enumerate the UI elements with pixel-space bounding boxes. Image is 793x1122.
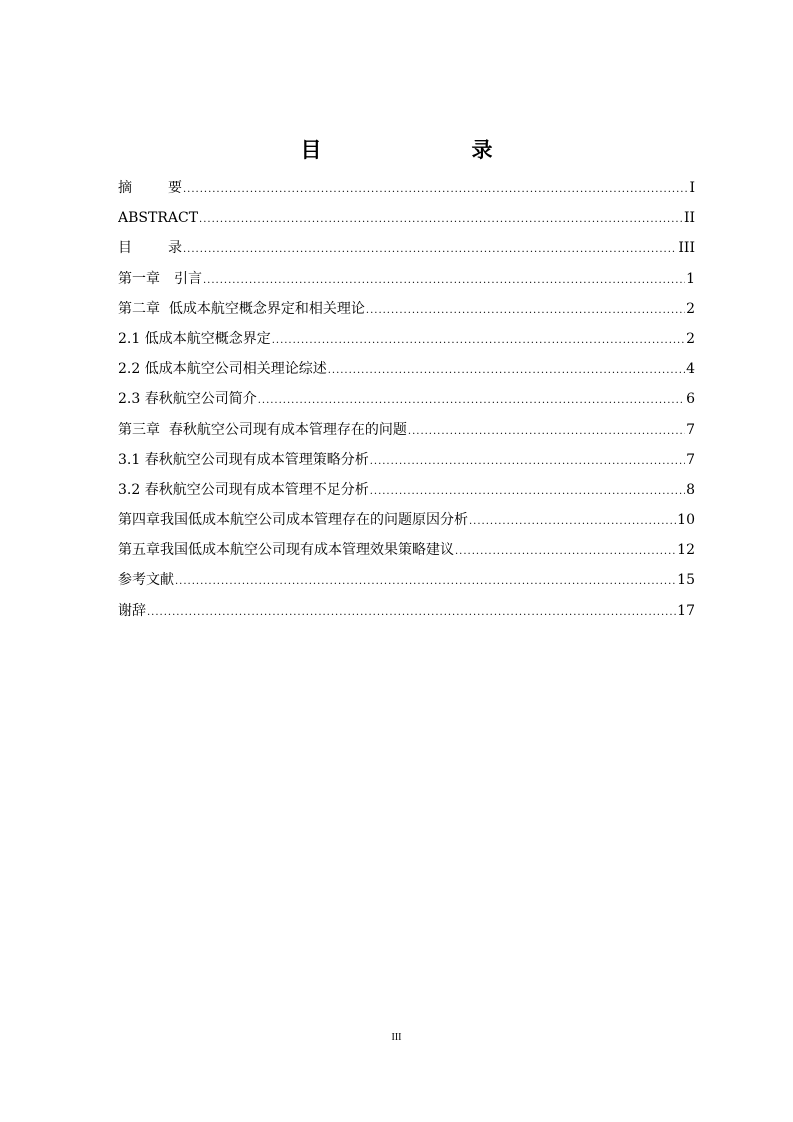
toc-entry-chapter-4[interactable] bbox=[118, 510, 695, 540]
toc-entry-page: 8 bbox=[686, 481, 695, 498]
toc-entry-label: 第五章我国低成本航空公司现有成本管理效果策略建议 bbox=[118, 542, 454, 559]
toc-entry-page: 2 bbox=[686, 330, 695, 347]
toc-leader-dots bbox=[258, 391, 685, 411]
toc-entry-page: II bbox=[683, 210, 695, 227]
toc-entry-abstract-cn[interactable] bbox=[118, 178, 695, 208]
toc-entry-label: 参考文献 bbox=[118, 572, 174, 589]
toc-entry-section-2-2[interactable] bbox=[118, 359, 695, 389]
toc-entry-page: 10 bbox=[677, 512, 695, 529]
toc-entry-label: 摘 要 bbox=[118, 180, 182, 196]
toc-leader-dots bbox=[366, 301, 685, 321]
toc-leader-dots bbox=[469, 512, 676, 532]
toc-entry-section-3-1[interactable] bbox=[118, 450, 695, 480]
toc-entry-page: 2 bbox=[686, 300, 695, 317]
toc-entry-chapter-3[interactable] bbox=[118, 420, 695, 450]
toc-entry-page: 4 bbox=[686, 361, 695, 378]
toc-entry-label: 第一章 引言 bbox=[118, 270, 202, 287]
toc-entry-page: 7 bbox=[686, 451, 695, 468]
toc-entry-page: 7 bbox=[686, 421, 695, 438]
toc-entry-label: 3.1 春秋航空公司现有成本管理策略分析 bbox=[118, 451, 369, 468]
toc-leader-dots bbox=[408, 422, 685, 442]
toc-entry-label: 目 录 bbox=[118, 240, 182, 257]
toc-entry-label: 谢辞 bbox=[118, 602, 146, 619]
toc-entry-label: 3.2 春秋航空公司现有成本管理不足分析 bbox=[118, 481, 369, 498]
toc-entry-section-3-2[interactable] bbox=[118, 480, 695, 510]
toc-entry-label: ABSTRACT bbox=[118, 210, 199, 227]
toc-title: 目 录 bbox=[300, 138, 529, 162]
toc-leader-dots bbox=[203, 271, 685, 291]
toc-entry-page: 12 bbox=[677, 542, 695, 559]
toc-entry-page: I bbox=[689, 180, 695, 196]
table-of-contents bbox=[118, 178, 695, 631]
toc-leader-dots bbox=[183, 180, 688, 200]
toc-leader-dots bbox=[370, 482, 685, 502]
toc-entry-chapter-1[interactable] bbox=[118, 269, 695, 299]
toc-entry-section-2-1[interactable] bbox=[118, 329, 695, 359]
toc-entry-acknowledgements[interactable] bbox=[118, 601, 695, 631]
toc-entry-label: 第三章 春秋航空公司现有成本管理存在的问题 bbox=[118, 421, 407, 438]
toc-leader-dots bbox=[455, 542, 676, 562]
toc-entry-page: 17 bbox=[677, 602, 695, 619]
page-number: III bbox=[391, 1032, 402, 1043]
toc-entry-label: 2.1 低成本航空概念界定 bbox=[118, 330, 271, 347]
toc-leader-dots bbox=[328, 361, 685, 381]
toc-entry-abstract-en[interactable] bbox=[118, 208, 695, 238]
toc-entry-page: 1 bbox=[686, 270, 695, 287]
toc-entry-label: 第二章 低成本航空概念界定和相关理论 bbox=[118, 300, 365, 317]
toc-entry-chapter-5[interactable] bbox=[118, 540, 695, 570]
toc-leader-dots bbox=[199, 210, 683, 230]
toc-entry-label: 2.3 春秋航空公司简介 bbox=[118, 391, 257, 408]
toc-entry-label: 第四章我国低成本航空公司成本管理存在的问题原因分析 bbox=[118, 512, 468, 529]
toc-entry-references[interactable] bbox=[118, 570, 695, 600]
toc-entry-contents[interactable] bbox=[118, 238, 695, 268]
toc-entry-page: III bbox=[678, 240, 695, 257]
toc-entry-chapter-2[interactable] bbox=[118, 299, 695, 329]
toc-entry-label: 2.2 低成本航空公司相关理论综述 bbox=[118, 361, 327, 378]
toc-entry-page: 15 bbox=[677, 572, 695, 589]
toc-entry-page: 6 bbox=[686, 391, 695, 408]
toc-leader-dots bbox=[147, 603, 676, 623]
toc-entry-section-2-3[interactable] bbox=[118, 389, 695, 419]
toc-leader-dots bbox=[272, 331, 685, 351]
toc-leader-dots bbox=[183, 240, 677, 260]
toc-leader-dots bbox=[370, 452, 685, 472]
toc-leader-dots bbox=[175, 572, 676, 592]
